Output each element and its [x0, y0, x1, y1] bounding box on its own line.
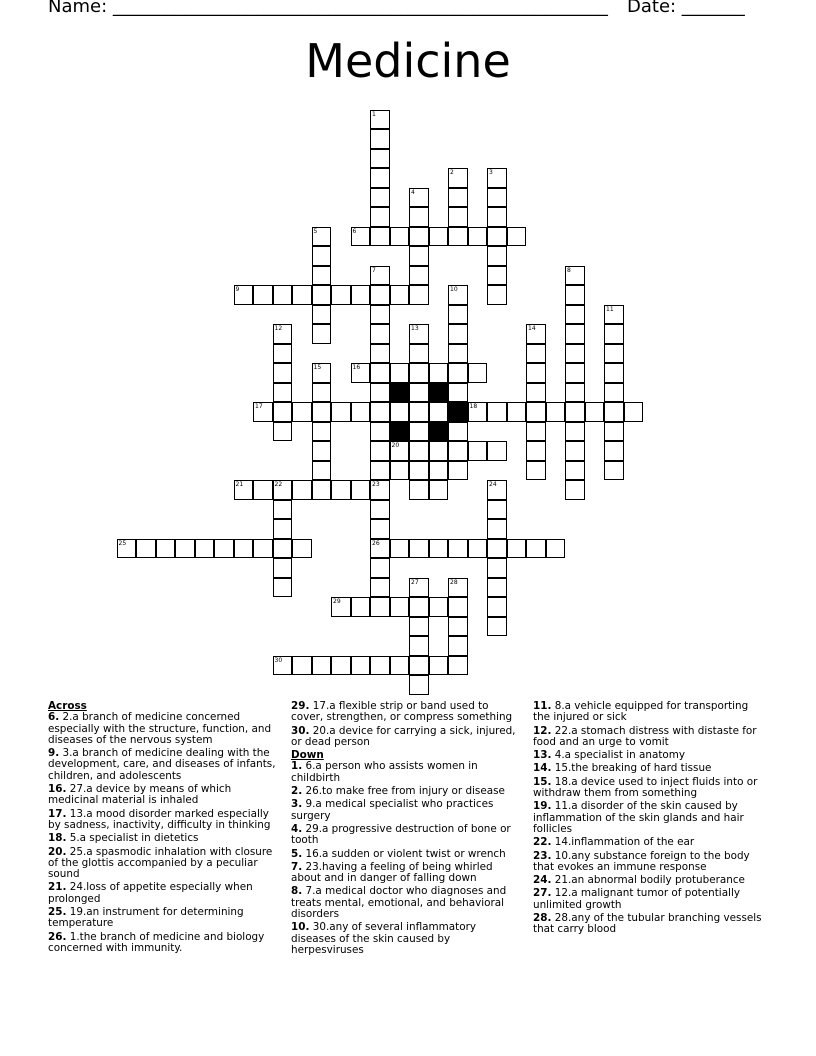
clue-item: 23. 10.any substance foreign to the body that evokes an immune response — [533, 849, 750, 873]
clue-item: 14. 15.the breaking of hard tissue — [533, 762, 712, 775]
grid-cell[interactable] — [526, 539, 546, 559]
grid-cell[interactable] — [331, 480, 351, 500]
grid-cell[interactable] — [409, 675, 429, 695]
grid-cell[interactable] — [253, 285, 273, 305]
grid-cell[interactable] — [448, 597, 468, 617]
grid-cell[interactable] — [370, 402, 390, 422]
grid-cell[interactable] — [409, 656, 429, 676]
grid-cell[interactable] — [195, 539, 215, 559]
grid-cell[interactable] — [487, 597, 507, 617]
grid-cell[interactable] — [487, 539, 507, 559]
clue-number: 27 — [411, 578, 419, 586]
clue-item: 21. 24.loss of appetite especially when prolonged — [48, 881, 253, 905]
grid-cell[interactable] — [468, 227, 488, 247]
grid-cell[interactable] — [526, 383, 546, 403]
grid-cell[interactable] — [292, 285, 312, 305]
grid-cell[interactable] — [409, 246, 429, 266]
grid-cell[interactable] — [604, 383, 624, 403]
grid-cell[interactable] — [370, 383, 390, 403]
grid-cell[interactable] — [312, 383, 332, 403]
clue-item: 9. 3.a branch of medicine dealing with the development, care, and diseases of infants, children, and adolescents — [48, 747, 276, 782]
grid-cell[interactable] — [409, 344, 429, 364]
grid-cell[interactable] — [312, 266, 332, 286]
grid-cell[interactable] — [331, 285, 351, 305]
grid-cell[interactable] — [565, 344, 585, 364]
blocked-cell — [390, 383, 410, 403]
grid-cell[interactable] — [409, 207, 429, 227]
grid-cell[interactable] — [312, 246, 332, 266]
clue-item: 24. 21.an abnormal bodily protuberance — [533, 874, 745, 887]
grid-cell[interactable] — [370, 461, 390, 481]
clue-column-1 — [48, 701, 278, 956]
grid-cell[interactable] — [370, 344, 390, 364]
grid-cell[interactable] — [273, 422, 293, 442]
grid-cell[interactable] — [273, 519, 293, 539]
grid-cell[interactable] — [507, 402, 527, 422]
grid-cell[interactable] — [507, 539, 527, 559]
grid-cell[interactable] — [565, 461, 585, 481]
grid-cell[interactable] — [565, 363, 585, 383]
grid-cell[interactable] — [370, 558, 390, 578]
grid-cell[interactable] — [370, 422, 390, 442]
grid-cell[interactable] — [370, 578, 390, 598]
grid-cell[interactable] — [312, 461, 332, 481]
grid-cell[interactable] — [565, 480, 585, 500]
clue-column-3 — [533, 701, 763, 938]
grid-cell[interactable] — [487, 285, 507, 305]
grid-cell[interactable] — [351, 656, 371, 676]
grid-cell[interactable] — [604, 422, 624, 442]
clue-number: 28 — [450, 578, 458, 586]
grid-cell[interactable] — [487, 441, 507, 461]
grid-cell[interactable] — [409, 597, 429, 617]
grid-cell[interactable] — [604, 402, 624, 422]
grid-cell[interactable] — [487, 188, 507, 208]
clue-item: 13. 4.a specialist in anatomy — [533, 749, 686, 762]
grid-cell[interactable] — [409, 480, 429, 500]
grid-cell[interactable] — [409, 461, 429, 481]
grid-cell[interactable] — [487, 402, 507, 422]
clue-number: 11 — [606, 305, 614, 313]
grid-cell[interactable] — [351, 480, 371, 500]
grid-cell[interactable] — [292, 402, 312, 422]
grid-cell[interactable] — [370, 227, 390, 247]
grid-cell[interactable] — [409, 441, 429, 461]
clue-number: 30 — [274, 656, 283, 664]
grid-cell[interactable] — [370, 129, 390, 149]
grid-cell[interactable] — [331, 656, 351, 676]
grid-cell[interactable] — [409, 227, 429, 247]
grid-cell[interactable] — [370, 149, 390, 169]
grid-cell[interactable] — [546, 539, 566, 559]
grid-cell[interactable] — [604, 324, 624, 344]
grid-cell[interactable] — [468, 441, 488, 461]
clue-number: 15 — [313, 364, 322, 371]
grid-cell[interactable] — [136, 539, 156, 559]
clue-item: 25. 19.an instrument for determining temperature — [48, 906, 244, 930]
clue-item: 8. 7.a medical doctor who diagnoses and treats mental, emotional, and behavioral disorders — [291, 885, 507, 921]
grid-cell[interactable] — [370, 324, 390, 344]
grid-cell[interactable] — [370, 363, 390, 383]
grid-cell[interactable] — [273, 383, 293, 403]
grid-cell[interactable] — [370, 207, 390, 227]
clue-number: 17 — [255, 403, 263, 410]
grid-cell[interactable] — [273, 558, 293, 578]
grid-cell[interactable] — [448, 617, 468, 637]
grid-cell[interactable] — [370, 500, 390, 520]
clue-number: 2 — [450, 169, 454, 176]
clue-number: 5 — [313, 227, 318, 235]
grid-cell[interactable] — [409, 383, 429, 403]
grid-cell[interactable] — [624, 402, 644, 422]
grid-cell[interactable] — [312, 480, 332, 500]
grid-cell[interactable] — [390, 461, 410, 481]
grid-cell[interactable] — [604, 441, 624, 461]
clue-number: 22 — [274, 481, 283, 488]
grid-cell[interactable] — [487, 227, 507, 247]
clue-column-2 — [291, 701, 521, 958]
clue-item: 3. 9.a medical specialist who practices surgery — [291, 798, 494, 822]
clue-item: 15. 18.a device used to inject fluids into or withdraw them from something — [533, 775, 758, 800]
grid-cell[interactable] — [565, 441, 585, 461]
grid-cell[interactable] — [448, 305, 468, 325]
clue-number: 6 — [352, 227, 357, 235]
grid-cell[interactable] — [565, 383, 585, 403]
grid-cell[interactable] — [526, 402, 546, 422]
grid-cell[interactable] — [175, 539, 195, 559]
grid-cell[interactable] — [390, 227, 410, 247]
grid-cell[interactable] — [312, 402, 332, 422]
grid-cell[interactable] — [390, 539, 410, 559]
grid-cell[interactable] — [487, 578, 507, 598]
clue-item: 16. 27.a device by means of which medicinal material is inhaled — [48, 783, 232, 807]
grid-cell[interactable] — [487, 519, 507, 539]
clue-number: 8 — [567, 266, 571, 274]
grid-cell[interactable] — [429, 402, 449, 422]
grid-cell[interactable] — [526, 441, 546, 461]
grid-cell[interactable] — [429, 441, 449, 461]
grid-cell[interactable] — [370, 656, 390, 676]
grid-cell[interactable] — [429, 461, 449, 481]
grid-cell[interactable] — [604, 461, 624, 481]
grid-cell[interactable] — [448, 461, 468, 481]
grid-cell[interactable] — [507, 227, 527, 247]
grid-cell[interactable] — [526, 461, 546, 481]
grid-cell[interactable] — [448, 188, 468, 208]
grid-cell[interactable] — [429, 363, 449, 383]
clue-number: 29 — [333, 598, 341, 605]
grid-cell[interactable] — [604, 363, 624, 383]
clue-item: 20. 25.a spasmodic inhalation with closure of the glottis accompanied by a peculiar sound — [48, 845, 273, 881]
blocked-cell — [429, 383, 449, 403]
clue-item: 22. 14.inflammation of the ear — [533, 836, 695, 849]
grid-cell[interactable] — [565, 422, 585, 442]
grid-cell[interactable] — [331, 402, 351, 422]
grid-cell[interactable] — [312, 422, 332, 442]
grid-cell[interactable] — [429, 480, 449, 500]
grid-cell[interactable] — [409, 285, 429, 305]
grid-cell[interactable] — [448, 227, 468, 247]
grid-cell[interactable] — [370, 305, 390, 325]
grid-cell[interactable] — [565, 324, 585, 344]
grid-cell[interactable] — [273, 500, 293, 520]
grid-cell[interactable] — [253, 539, 273, 559]
grid-cell[interactable] — [351, 402, 371, 422]
grid-cell[interactable] — [390, 597, 410, 617]
clue-number: 7 — [372, 266, 376, 274]
clue-item: 1. 6.a person who assists women in childbirth — [291, 760, 478, 784]
clue-number: 16 — [352, 364, 361, 371]
clue-number: 10 — [450, 286, 458, 293]
grid-cell[interactable] — [409, 539, 429, 559]
clue-number: 23 — [372, 481, 380, 488]
clue-number: 25 — [118, 539, 127, 547]
grid-cell[interactable] — [429, 656, 449, 676]
clue-number: 26 — [372, 539, 380, 547]
grid-cell[interactable] — [585, 402, 605, 422]
grid-cell[interactable] — [214, 539, 234, 559]
across-heading: Across — [48, 700, 87, 712]
page-title: Medicine — [305, 34, 511, 88]
grid-cell[interactable] — [487, 500, 507, 520]
clue-item: 26. 1.the branch of medicine and biology concerned with immunity. — [48, 930, 265, 954]
grid-cell[interactable] — [409, 422, 429, 442]
grid-cell[interactable] — [370, 285, 390, 305]
grid-cell[interactable] — [351, 285, 371, 305]
clue-number: 24 — [489, 481, 497, 488]
grid-cell[interactable] — [312, 285, 332, 305]
grid-cell[interactable] — [370, 168, 390, 188]
clue-item: 12. 22.a stomach distress with distaste for food and an urge to vomit — [533, 724, 757, 748]
date-field[interactable]: Date: _______ — [627, 0, 745, 17]
clue-item: 5. 16.a sudden or violent twist or wrench — [291, 847, 506, 860]
grid-cell[interactable] — [409, 266, 429, 286]
grid-cell[interactable] — [448, 344, 468, 364]
grid-cell[interactable] — [448, 422, 468, 442]
grid-cell[interactable] — [390, 402, 410, 422]
grid-cell[interactable] — [234, 539, 254, 559]
clue-item: 18. 5.a specialist in dietetics — [48, 832, 199, 845]
blocked-cell — [448, 402, 468, 422]
grid-cell[interactable] — [312, 305, 332, 325]
grid-cell[interactable] — [253, 480, 273, 500]
grid-cell[interactable] — [273, 578, 293, 598]
grid-cell[interactable] — [409, 636, 429, 656]
grid-cell[interactable] — [526, 344, 546, 364]
grid-cell[interactable] — [448, 207, 468, 227]
grid-cell[interactable] — [390, 363, 410, 383]
clue-number: 19 — [430, 422, 439, 430]
clue-item: 2. 26.to make free from injury or disease — [291, 785, 505, 798]
grid-cell[interactable] — [370, 441, 390, 461]
grid-cell[interactable] — [273, 344, 293, 364]
clue-item: 6. 2.a branch of medicine concerned especially with the structure, function, and diseases of the nervous system — [48, 711, 272, 746]
clue-number: 9 — [235, 286, 240, 293]
grid-cell[interactable] — [468, 539, 488, 559]
clue-number: 20 — [391, 442, 400, 449]
down-heading: Down — [291, 749, 324, 762]
grid-cell[interactable] — [390, 656, 410, 676]
clue-item: 29. 17.a flexible strip or band used to cover, strengthen, or compress something — [291, 700, 513, 724]
grid-cell[interactable] — [156, 539, 176, 559]
clue-number: 14 — [528, 325, 536, 332]
grid-cell[interactable] — [409, 402, 429, 422]
clue-number: 1 — [372, 110, 376, 118]
clue-item: 4. 29.a progressive destruction of bone or tooth — [291, 822, 511, 847]
grid-cell[interactable] — [409, 363, 429, 383]
grid-cell[interactable] — [487, 246, 507, 266]
clue-number: 18 — [469, 403, 478, 410]
clue-item: 27. 12.a malignant tumor of potentially unlimited growth — [533, 887, 740, 911]
grid-cell[interactable] — [565, 285, 585, 305]
grid-cell[interactable] — [487, 266, 507, 286]
grid-cell[interactable] — [312, 324, 332, 344]
grid-cell[interactable] — [448, 324, 468, 344]
grid-cell[interactable] — [526, 363, 546, 383]
grid-cell[interactable] — [370, 188, 390, 208]
grid-cell[interactable] — [448, 363, 468, 383]
grid-cell[interactable] — [448, 441, 468, 461]
grid-cell[interactable] — [273, 539, 293, 559]
grid-cell[interactable] — [448, 383, 468, 403]
clue-number: 4 — [411, 188, 415, 196]
blocked-cell — [390, 422, 410, 442]
grid-cell[interactable] — [409, 617, 429, 637]
grid-cell[interactable] — [351, 597, 371, 617]
grid-cell[interactable] — [370, 519, 390, 539]
clue-item: 17. 13.a mood disorder marked especially by sadness, inactivity, difficulty in thinking — [48, 807, 271, 831]
grid-cell[interactable] — [273, 402, 293, 422]
grid-cell[interactable] — [429, 227, 449, 247]
grid-cell[interactable] — [273, 363, 293, 383]
name-field[interactable]: Name: _______________________________________________________ — [48, 0, 608, 17]
grid-cell[interactable] — [448, 636, 468, 656]
grid-cell[interactable] — [487, 207, 507, 227]
grid-cell[interactable] — [546, 402, 566, 422]
clue-item: 28. 28.any of the tubular branching vessels that carry blood — [533, 912, 762, 936]
clue-item: 30. 20.a device for carrying a sick, injured, or dead person — [291, 724, 516, 748]
grid-cell[interactable] — [312, 441, 332, 461]
grid-cell[interactable] — [448, 656, 468, 676]
clue-item: 10. 30.any of several inflammatory diseases of the skin caused by herpesviruses — [291, 921, 476, 956]
grid-cell[interactable] — [390, 285, 410, 305]
grid-cell[interactable] — [292, 539, 312, 559]
clue-item: 7. 23.having a feeling of being whirled about and in danger of falling down — [291, 860, 493, 885]
grid-cell[interactable] — [468, 363, 488, 383]
grid-cell[interactable] — [448, 539, 468, 559]
grid-cell[interactable] — [604, 344, 624, 364]
grid-cell[interactable] — [370, 597, 390, 617]
grid-cell[interactable] — [526, 422, 546, 442]
clue-number: 3 — [489, 169, 493, 176]
grid-cell[interactable] — [565, 305, 585, 325]
grid-cell[interactable] — [487, 617, 507, 637]
clue-item: 11. 8.a vehicle equipped for transporting the injured or sick — [533, 700, 749, 724]
grid-cell[interactable] — [273, 285, 293, 305]
clue-number: 13 — [411, 325, 419, 332]
grid-cell[interactable] — [487, 558, 507, 578]
grid-cell[interactable] — [565, 402, 585, 422]
clue-item: 19. 11.a disorder of the skin caused by inflammation of the skin glands and hair follicles — [533, 800, 744, 835]
grid-cell[interactable] — [292, 656, 312, 676]
grid-cell[interactable] — [312, 656, 332, 676]
grid-cell[interactable] — [429, 539, 449, 559]
clue-number: 12 — [274, 325, 283, 332]
grid-cell[interactable] — [429, 597, 449, 617]
grid-cell[interactable] — [292, 480, 312, 500]
clue-number: 21 — [235, 481, 244, 488]
